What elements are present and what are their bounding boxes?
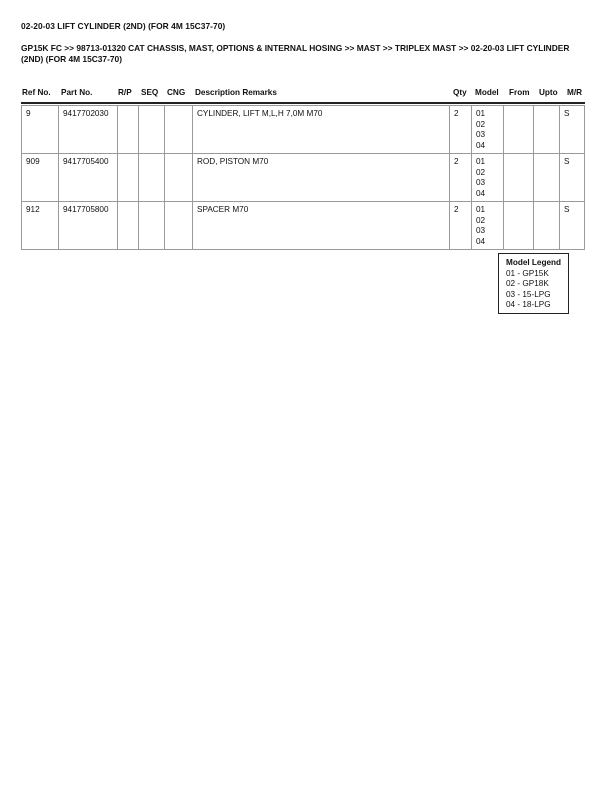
header-model: Model [475,88,499,97]
ref-no-cell: 9 [22,106,59,154]
model-code: 04 [476,188,486,198]
part-no-cell: 9417705400 [59,154,118,202]
model-code: 03 [476,130,486,139]
model-code: 02 [476,119,486,129]
model-code: 03 [476,178,486,187]
legend-item: 01 - GP15K [506,269,549,278]
mr-cell: S [560,154,585,202]
model-code: 03 [476,226,486,235]
page-title: 02-20-03 LIFT CYLINDER (2ND) (FOR 4M 15C37-70) [21,21,226,31]
mr-cell: S [560,106,585,154]
header-from: From [509,88,530,97]
model-code: 01 [476,109,486,118]
header-upto: Upto [539,88,558,97]
from-cell [504,202,534,250]
seq-cell [139,202,165,250]
model-code: 02 [476,167,486,177]
model-code: 04 [476,140,486,150]
table-row [22,154,585,202]
qty-cell: 2 [450,154,472,202]
legend-item: 02 - GP18K [506,279,549,289]
header-cng: CNG [167,88,186,97]
parts-table [21,105,585,250]
model-code: 02 [476,215,486,225]
qty-cell: 2 [450,202,472,250]
upto-cell [534,154,560,202]
part-no-cell: 9417702030 [59,106,118,154]
rp-cell [118,154,139,202]
qty-cell: 2 [450,106,472,154]
legend-item: 04 - 18-LPG [506,299,551,309]
model-code: 01 [476,157,486,166]
header-part-no: Part No. [61,88,93,97]
model-cell [472,106,504,154]
cng-cell [165,202,193,250]
header-seq: SEQ [141,88,159,97]
cng-cell [165,106,193,154]
mr-cell: S [560,202,585,250]
model-cell [472,202,504,250]
upto-cell [534,106,560,154]
header-description: Description Remarks [195,88,277,97]
table-header [21,88,585,100]
header-rp: R/P [118,88,132,97]
rp-cell [118,202,139,250]
header-divider [21,102,585,104]
seq-cell [139,106,165,154]
table-row [22,106,585,154]
legend-item: 03 - 15-LPG [506,289,551,299]
model-code: 01 [476,205,486,214]
header-ref-no: Ref No. [22,88,51,97]
description-cell: ROD, PISTON M70 [193,154,450,202]
from-cell [504,154,534,202]
rp-cell [118,106,139,154]
ref-no-cell: 912 [22,202,59,250]
header-qty: Qty [453,88,467,97]
upto-cell [534,202,560,250]
description-cell: CYLINDER, LIFT M,L,H 7,0M M70 [193,106,450,154]
from-cell [504,106,534,154]
model-cell [472,154,504,202]
ref-no-cell: 909 [22,154,59,202]
part-no-cell: 9417705800 [59,202,118,250]
model-legend [498,253,569,314]
seq-cell [139,154,165,202]
header-mr: M/R [567,88,583,97]
model-code: 04 [476,236,486,246]
cng-cell [165,154,193,202]
breadcrumb: GP15K FC >> 98713-01320 CAT CHASSIS, MAST, OPTIONS & INTERNAL HOSING >> MAST >> TRIPLEX MAST >> 02-20-03 LIFT CYLINDER (2ND) (FOR 4M 15C37-70) [21,43,570,64]
table-row [22,202,585,250]
legend-title: Model Legend [506,258,562,267]
description-cell: SPACER M70 [193,202,450,250]
